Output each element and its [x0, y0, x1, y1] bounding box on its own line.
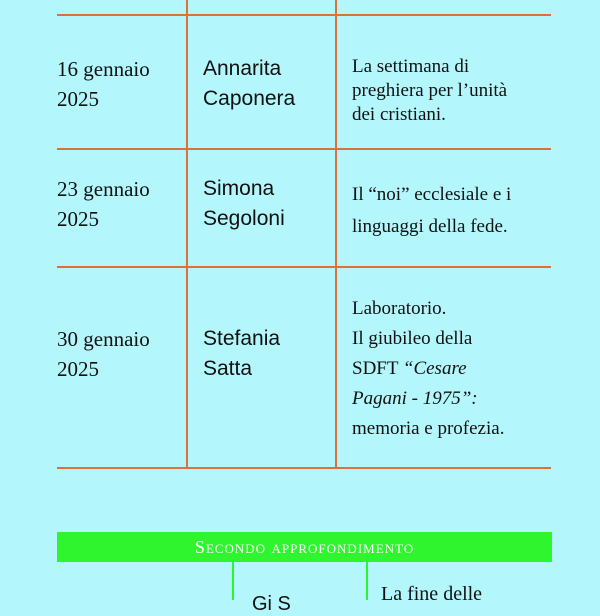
speaker-name: Simona Segoloni — [203, 177, 285, 230]
row-divider — [57, 148, 551, 150]
speaker-name: Annarita Caponera — [203, 57, 296, 110]
row-divider — [57, 266, 551, 268]
column-divider-2 — [366, 562, 368, 600]
column-divider-2 — [335, 0, 337, 468]
session-date: 23 gennaio 2025 — [57, 177, 150, 231]
row-divider — [57, 14, 551, 16]
session-date: 30 gennaio 2025 — [57, 327, 150, 381]
session-date: 16 gennaio 2025 — [57, 57, 150, 111]
session-topic: Laboratorio. Il giubileo della SDFT “Cesare Pagani - 1975”: memoria e profezia. — [352, 298, 505, 439]
section-header: Secondo approfondimento — [57, 532, 552, 562]
session-topic: La fine delle — [381, 583, 483, 605]
speaker-name: Gi S — [252, 593, 291, 615]
column-divider-1 — [232, 562, 234, 600]
session-topic: Il “noi” ecclesiale e i linguaggi della fede. — [352, 184, 512, 237]
speaker-name: Stefania Satta — [203, 327, 281, 380]
row-divider — [57, 467, 551, 469]
session-topic: La settimana di preghiera per l’unità dei cristiani. — [352, 56, 508, 125]
column-divider-1 — [186, 0, 188, 468]
